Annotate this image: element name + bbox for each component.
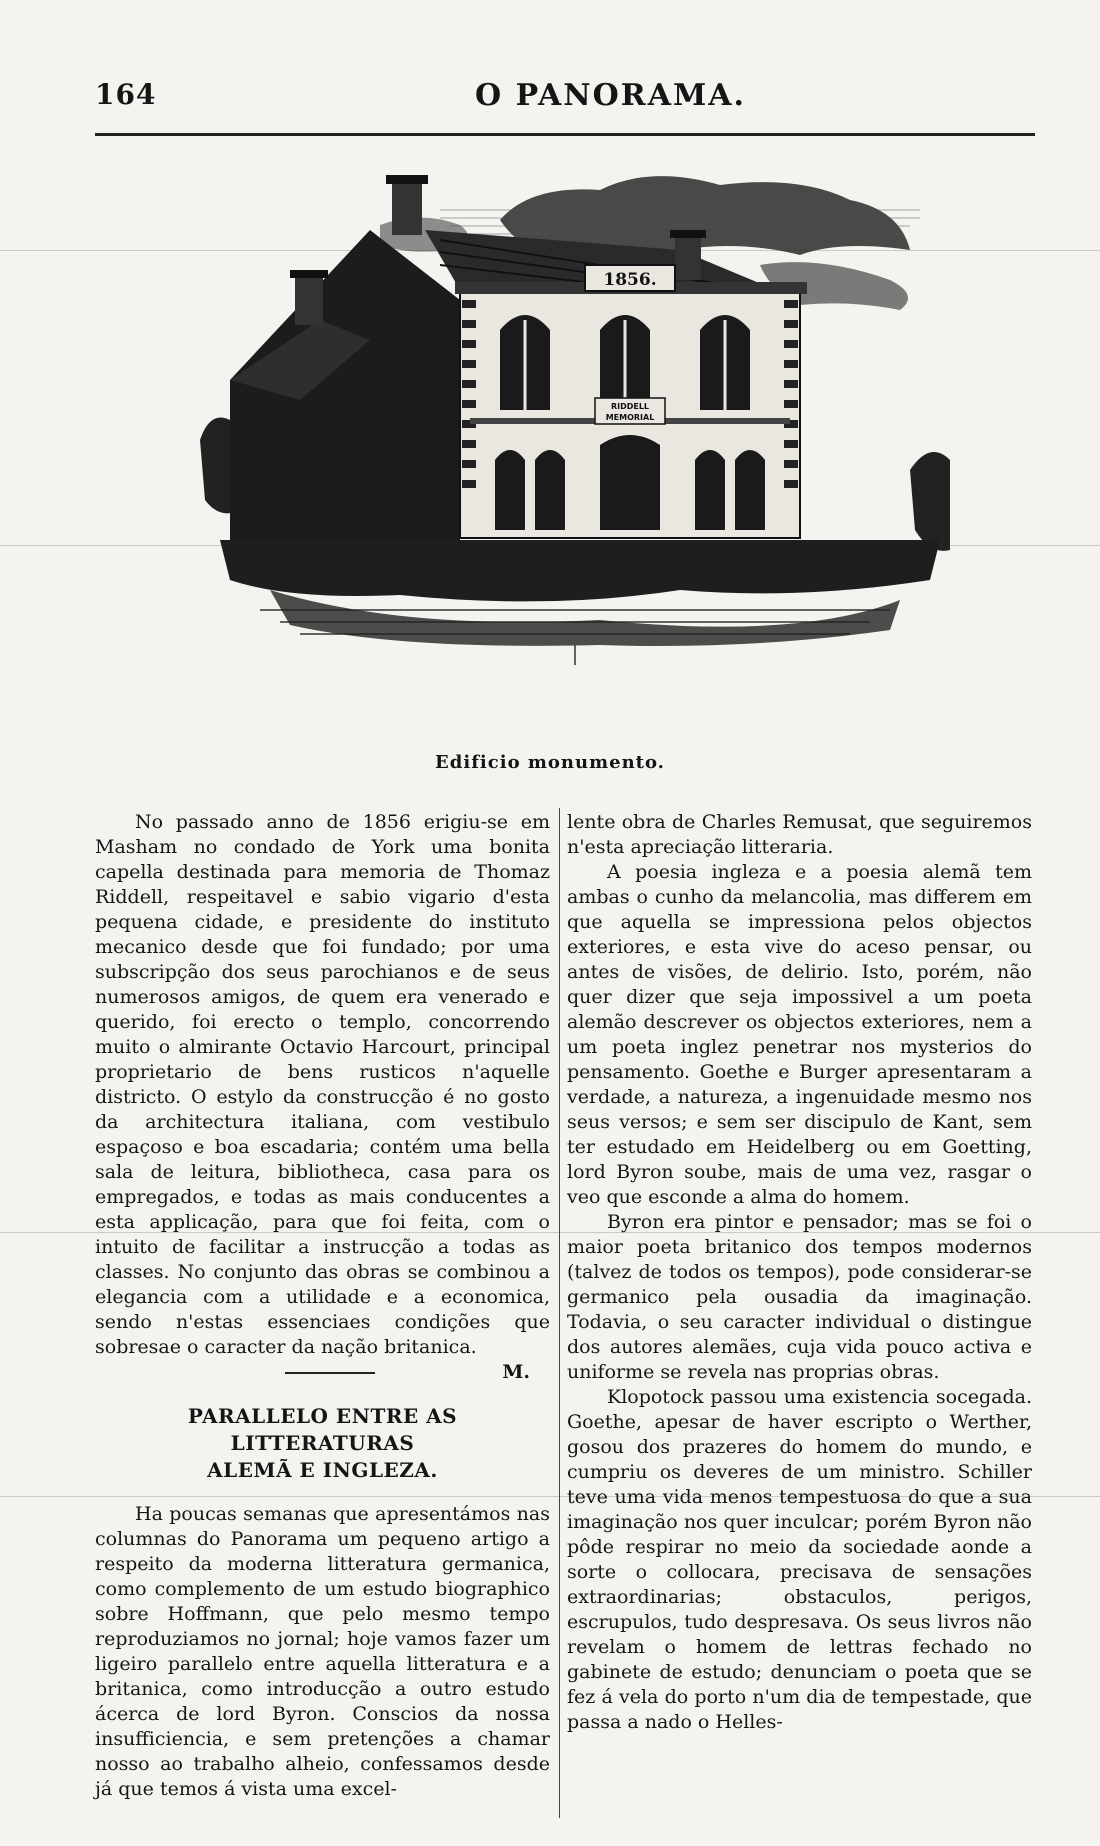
date-plaque-text: 1856. — [603, 270, 657, 290]
section-heading-line-2: ALEMÃ E INGLEZA. — [207, 1458, 438, 1482]
article-paragraph: A poesia ingleza e a poesia alemã tem ambas o cunho da melancolia, mas differem em que aquella se impressiona pelos objectos exteriores, e esta vive do aceso pensar, ou antes de visões, de delirio. Isto, porém, não quer dizer que seja impossivel a um poeta alemão descrever os objectos exteriores, nem a um poeta inglez penetrar nos mysterios do pensamento. Goethe e Burger apresentaram a verdade, a natureza, a ingenuidade mesmo nos seus versos; e sem ser discipulo de Kant, sem ter estudado em Heidelberg ou em Goetting, lord Byron soube, mais de uma vez, rasgar o veo que esconde a alma do homem. — [567, 861, 1032, 1208]
article-paragraph-continued: lente obra de Charles Remusat, que seguiremos n'esta apreciação litteraria. — [567, 811, 1032, 858]
memorial-sign-text-2: MEMORIAL — [605, 413, 655, 422]
left-column — [95, 810, 550, 1802]
article-signature: M. — [502, 1361, 530, 1383]
section-heading-line-1: PARALLELO ENTRE AS LITTERATURAS — [187, 1404, 458, 1455]
journal-title: O PANORAMA. — [475, 78, 746, 113]
article-paragraph: Klopotock passou uma existencia socegada. Goethe, apesar de haver escripto o Werther, gosou dos prazeres do homem do mundo, e cumpriu os deveres de um ministro. Schiller teve uma vida menos tempestuosa do que a sua imaginação nos quer inculcar; porém Byron não pôde respirar no meio da sociedade aonde a sorte o collocara, precisava de sensações extraordinarias; obstaculos, perigos, escrupulos, tudo despresava. Os seus livros não revelam o homem de lettras fechado no gabinete de estudo; denunciam o poeta que se fez á vela do porto n'um dia de tempestade, que passa a nado o Helles- — [567, 1386, 1032, 1733]
article-paragraph: No passado anno de 1856 erigiu-se em Masham no condado de York uma bonita capella destinada para memoria de Thomaz Riddell, respeitavel e sabio vigario d'esta pequena cidade, e presidente do instituto mecanico desde que foi fundado; por uma subscripção dos seus parochianos e de seus numerosos amigos, de quem era venerado e querido, foi erecto o templo, concorrendo muito o almirante Octavio Harcourt, principal proprietario de bens rusticos n'aquelle districto. O estylo da construcção é no gosto da architectura italiana, com vestibulo espaçoso e boa escadaria; contém uma bella sala de leitura, bibliotheca, casa para os empregados, e todas as mais conducentes a esta applicação, para que foi feita, com o intuito de facilitar a instrucção a todas as classes. No conjunto das obras se combinou a elegancia com a utilidade e a economica, sendo n'estas essenciaes condições que sobresae o caracter da nação britanica. — [95, 811, 550, 1358]
article-paragraph: Byron era pintor e pensador; mas se foi o maior poeta britanico dos tempos modernos (talvez de todos os tempos), pode considerar-se germanico pela ousadia da imaginação. Todavia, o seu caracter individual o distingue dos autores alemães, cuja vida pouco activa e uniforme se revela nas proprias obras. — [567, 1211, 1032, 1383]
article-end-rule — [285, 1372, 375, 1374]
column-divider — [559, 808, 560, 1818]
right-column — [567, 810, 1032, 1735]
memorial-sign-text-1: RIDDELL — [610, 402, 650, 411]
building-engraving — [200, 170, 950, 730]
section-heading — [95, 1403, 550, 1484]
illustration-caption: Edificio monumento. — [435, 752, 665, 773]
page-header — [95, 78, 1035, 128]
article-paragraph: Ha poucas semanas que apresentámos nas columnas do Panorama um pequeno artigo a respeito da moderna litteratura germanica, como complemento de um estudo biographico sobre Hoffmann, que pelo mesmo tempo reproduziamos no jornal; hoje vamos fazer um ligeiro parallelo entre aquella litteratura e a britanica, como introducção a outro estudo ácerca de lord Byron. Conscios da nossa insufficiencia, e sem pretenções a chamar nosso ao trabalho alheio, confessamos desde já que temos á vista uma excel- — [95, 1503, 550, 1800]
signature-line — [95, 1360, 550, 1385]
header-rule — [95, 133, 1035, 136]
page-number: 164 — [95, 78, 157, 111]
